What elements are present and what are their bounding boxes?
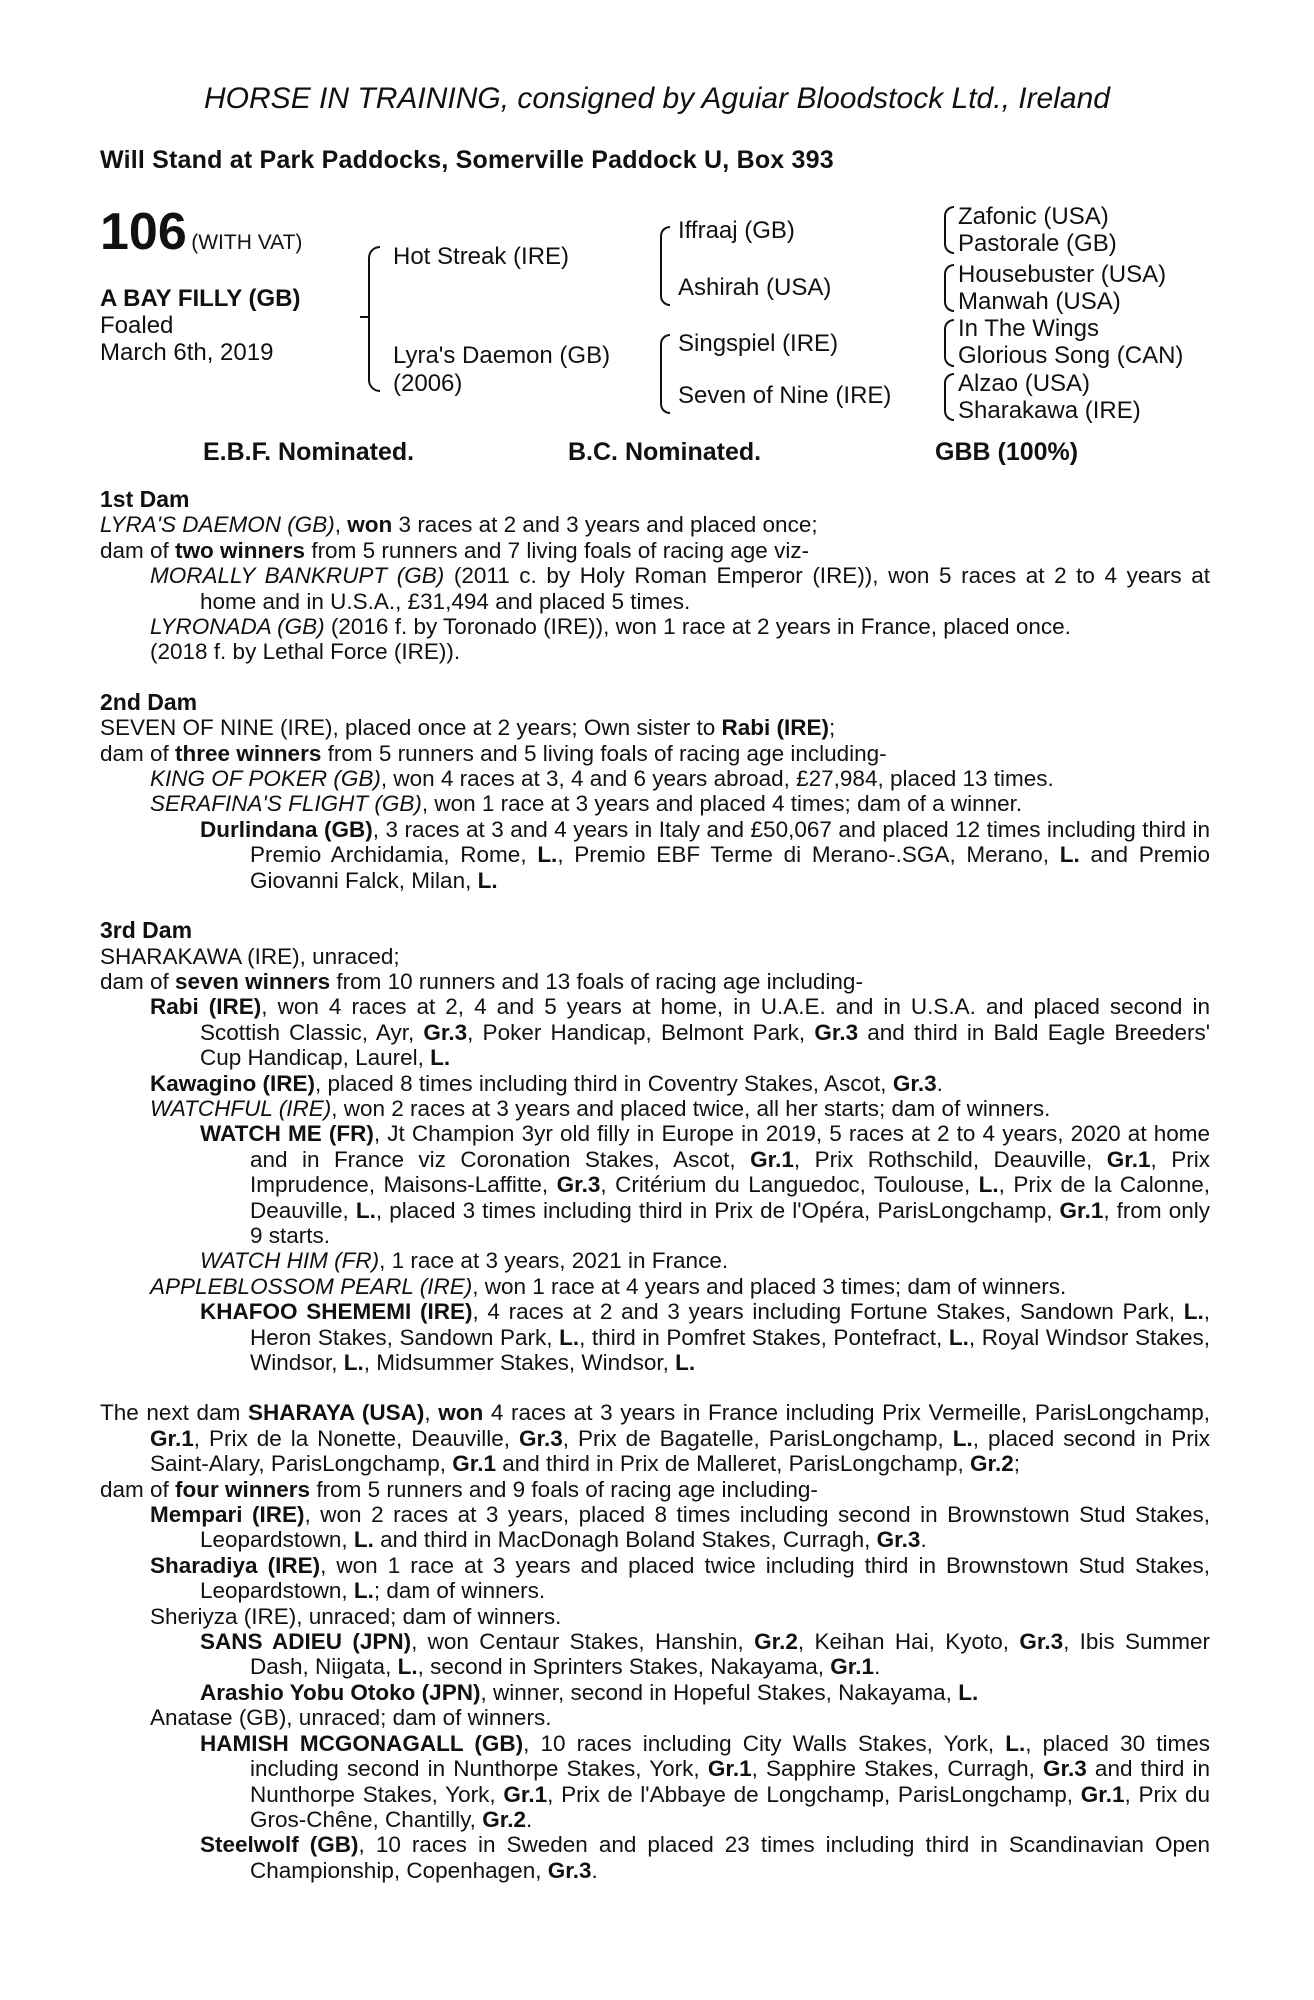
third-dam-line: SHARAKAWA (IRE), unraced; — [100, 943, 400, 969]
pedigree-dam: Lyra's Daemon (GB) — [393, 342, 611, 369]
progeny-entry: Rabi (IRE), won 4 races at 2, 4 and 5 years at home, in U.A.E. and in U.S.A. and placed second in Scottish Classic, Ayr, Gr.3, Poker Handicap, Belmont Park, Gr.3 and third in Bald Eagle Breeders' Cup Handicap, Laurel, L. — [150, 994, 1210, 1071]
progeny-entry: LYRONADA (GB) (2016 f. by Toronado (IRE)), won 1 race at 2 years in France, placed once. — [150, 614, 1071, 640]
pedigree-gg-1: Zafonic (USA) — [958, 203, 1109, 230]
pedigree-gg-4: Manwah (USA) — [958, 288, 1121, 315]
pedigree-brace-sire — [660, 226, 670, 306]
second-dam-heading: 2nd Dam — [100, 688, 198, 715]
pedigree-brace-dam — [660, 334, 670, 414]
second-dam-produce-summary: dam of three winners from 5 runners and 5 living foals of racing age including- — [100, 740, 887, 766]
lot-number: 106 — [100, 203, 187, 261]
third-dam-produce-summary: dam of seven winners from 10 runners and 13 foals of racing age including- — [100, 968, 863, 994]
first-dam-line: LYRA'S DAEMON (GB), won 3 races at 2 and 3 years and placed once; — [100, 512, 818, 538]
pedigree-brace-main — [368, 246, 380, 392]
bc-nomination: B.C. Nominated. — [568, 438, 762, 466]
pedigree-brace-mid — [360, 316, 368, 318]
progeny-entry: Mempari (IRE), won 2 races at 3 years, placed 8 times including second in Brownstown Stud Stakes, Leopardstown, L. and third in MacDonagh Boland Stakes, Curragh, Gr.3. — [150, 1502, 1210, 1553]
first-dam-heading: 1st Dam — [100, 486, 190, 512]
pedigree-gg-3: Housebuster (USA) — [958, 261, 1167, 288]
progeny-entry: HAMISH MCGONAGALL (GB), 10 races including City Walls Stakes, York, L., placed 30 times including second in Nunthorpe Stakes, York, Gr.1, Sapphire Stakes, Curragh, Gr.3 and third in Nunthorpe Stakes, York, Gr.1, Prix de l'Abbaye de Longchamp, ParisLongchamp, Gr.1, Prix du Gros-Chêne, Chantilly, Gr.2. — [200, 1730, 1211, 1832]
pedigree-dam-sire: Singspiel (IRE) — [678, 330, 839, 357]
progeny-entry: SANS ADIEU (JPN), won Centaur Stakes, Hanshin, Gr.2, Keihan Hai, Kyoto, Gr.3, Ibis Summer Dash, Niigata, L., second in Sprinters Stakes, Nakayama, Gr.1. — [200, 1629, 1211, 1680]
pedigree-brace-gg4 — [944, 373, 954, 421]
pedigree-gg-5: In The Wings — [958, 315, 1099, 342]
pedigree-sire-dam: Ashirah (USA) — [678, 274, 832, 301]
progeny-entry: WATCH HIM (FR), 1 race at 3 years, 2021 in France. — [200, 1248, 729, 1274]
pedigree-gg-6: Glorious Song (CAN) — [958, 342, 1184, 369]
progeny-entry: Arashio Yobu Otoko (JPN), winner, second in Hopeful Stakes, Nakayama, L. — [200, 1679, 979, 1705]
pedigree-dam-year: (2006) — [393, 370, 463, 397]
progeny-entry: MORALLY BANKRUPT (GB) (2011 c. by Holy Roman Emperor (IRE)), won 5 races at 2 to 4 years at home and in U.S.A., £31,494 and placed 5 times. — [150, 563, 1210, 614]
pedigree-brace-gg2 — [944, 264, 954, 312]
vat-note: (WITH VAT) — [191, 231, 303, 254]
foaled-date: March 6th, 2019 — [100, 339, 274, 366]
progeny-entry: APPLEBLOSSOM PEARL (IRE), won 1 race at 4 years and placed 3 times; dam of winners. — [150, 1273, 1067, 1299]
progeny-entry: Kawagino (IRE), placed 8 times including third in Coventry Stakes, Ascot, Gr.3. — [150, 1070, 943, 1096]
progeny-entry: Sheriyza (IRE), unraced; dam of winners. — [150, 1603, 562, 1629]
horse-info — [100, 285, 300, 366]
next-dam-line: The next dam SHARAYA (USA), won 4 races at 3 years in France including Prix Vermeille, ParisLongchamp, Gr.1, Prix de la Nonette, Deauville, Gr.3, Prix de Bagatelle, ParisLongchamp, L., placed second in Prix Saint-Alary, ParisLongchamp, Gr.1 and third in Prix de Malleret, ParisLongchamp, Gr.2; — [100, 1400, 1211, 1477]
progeny-entry: SERAFINA'S FLIGHT (GB), won 1 race at 3 years and placed 4 times; dam of a winner. — [150, 791, 1023, 817]
page-title: HORSE IN TRAINING, consigned by Aguiar Bloodstock Ltd., Ireland — [204, 82, 1110, 115]
third-dam-heading: 3rd Dam — [100, 917, 193, 944]
pedigree-dam-dam: Seven of Nine (IRE) — [678, 382, 892, 409]
stand-location: Will Stand at Park Paddocks, Somerville Paddock U, Box 393 — [100, 146, 834, 174]
progeny-entry: WATCH ME (FR), Jt Champion 3yr old filly in Europe in 2019, 5 races at 2 to 4 years, 2020 at home and in France viz Coronation Stakes, Ascot, Gr.1, Prix Rothschild, Deauville, Gr.1, Prix Imprudence, Maisons-Laffitte, Gr.3, Critérium du Languedoc, Toulouse, L., Prix de la Calonne, Deauville, L., placed 3 times including third in Prix de l'Opéra, ParisLongchamp, Gr.1, from only 9 starts. — [200, 1121, 1211, 1248]
second-dam-line: SEVEN OF NINE (IRE), placed once at 2 years; Own sister to Rabi (IRE); — [100, 715, 836, 741]
progeny-entry: Sharadiya (IRE), won 1 race at 3 years and placed twice including third in Brownstown Stud Stakes, Leopardstown, L.; dam of winners. — [150, 1552, 1210, 1604]
ebf-nomination: E.B.F. Nominated. — [203, 438, 415, 466]
gbb-rating: GBB (100%) — [935, 438, 1079, 466]
pedigree-gg-7: Alzao (USA) — [958, 370, 1091, 397]
lot-number-block — [100, 203, 303, 261]
pedigree-brace-gg1 — [944, 206, 954, 254]
progeny-entry: KHAFOO SHEMEMI (IRE), 4 races at 2 and 3 years including Fortune Stakes, Sandown Park, L., Heron Stakes, Sandown Park, L., third in Pomfret Stakes, Pontefract, L., Royal Windsor Stakes, Windsor, L., Midsummer Stakes, Windsor, L. — [200, 1299, 1210, 1375]
pedigree-sire: Hot Streak (IRE) — [393, 243, 570, 270]
pedigree-sire-sire: Iffraaj (GB) — [678, 217, 795, 244]
horse-name: A BAY FILLY (GB) — [100, 285, 301, 312]
pedigree-gg-2: Pastorale (GB) — [958, 230, 1117, 257]
progeny-entry: KING OF POKER (GB), won 4 races at 3, 4 and 6 years abroad, £27,984, placed 13 times. — [150, 766, 1054, 792]
progeny-entry: Anatase (GB), unraced; dam of winners. — [150, 1705, 552, 1731]
next-dam-produce-summary: dam of four winners from 5 runners and 9 foals of racing age including- — [100, 1476, 818, 1502]
progeny-entry: Durlindana (GB), 3 races at 3 and 4 years in Italy and £50,067 and placed 12 times including third in Premio Archidamia, Rome, L., Premio EBF Terme di Merano-.SGA, Merano, L. and Premio Giovanni Falck, Milan, L. — [200, 816, 1211, 893]
pedigree-gg-8: Sharakawa (IRE) — [958, 397, 1141, 424]
progeny-entry: WATCHFUL (IRE), won 2 races at 3 years and placed twice, all her starts; dam of winners. — [150, 1095, 1051, 1121]
foaled-label: Foaled — [100, 312, 174, 339]
pedigree-brace-gg3 — [944, 319, 954, 367]
progeny-entry: Steelwolf (GB), 10 races in Sweden and placed 23 times including third in Scandinavian Open Championship, Copenhagen, Gr.3. — [200, 1832, 1210, 1883]
first-dam-produce-summary: dam of two winners from 5 runners and 7 living foals of racing age viz- — [100, 537, 810, 563]
progeny-entry: (2018 f. by Lethal Force (IRE)). — [150, 639, 461, 665]
produce-record — [100, 487, 1210, 1883]
